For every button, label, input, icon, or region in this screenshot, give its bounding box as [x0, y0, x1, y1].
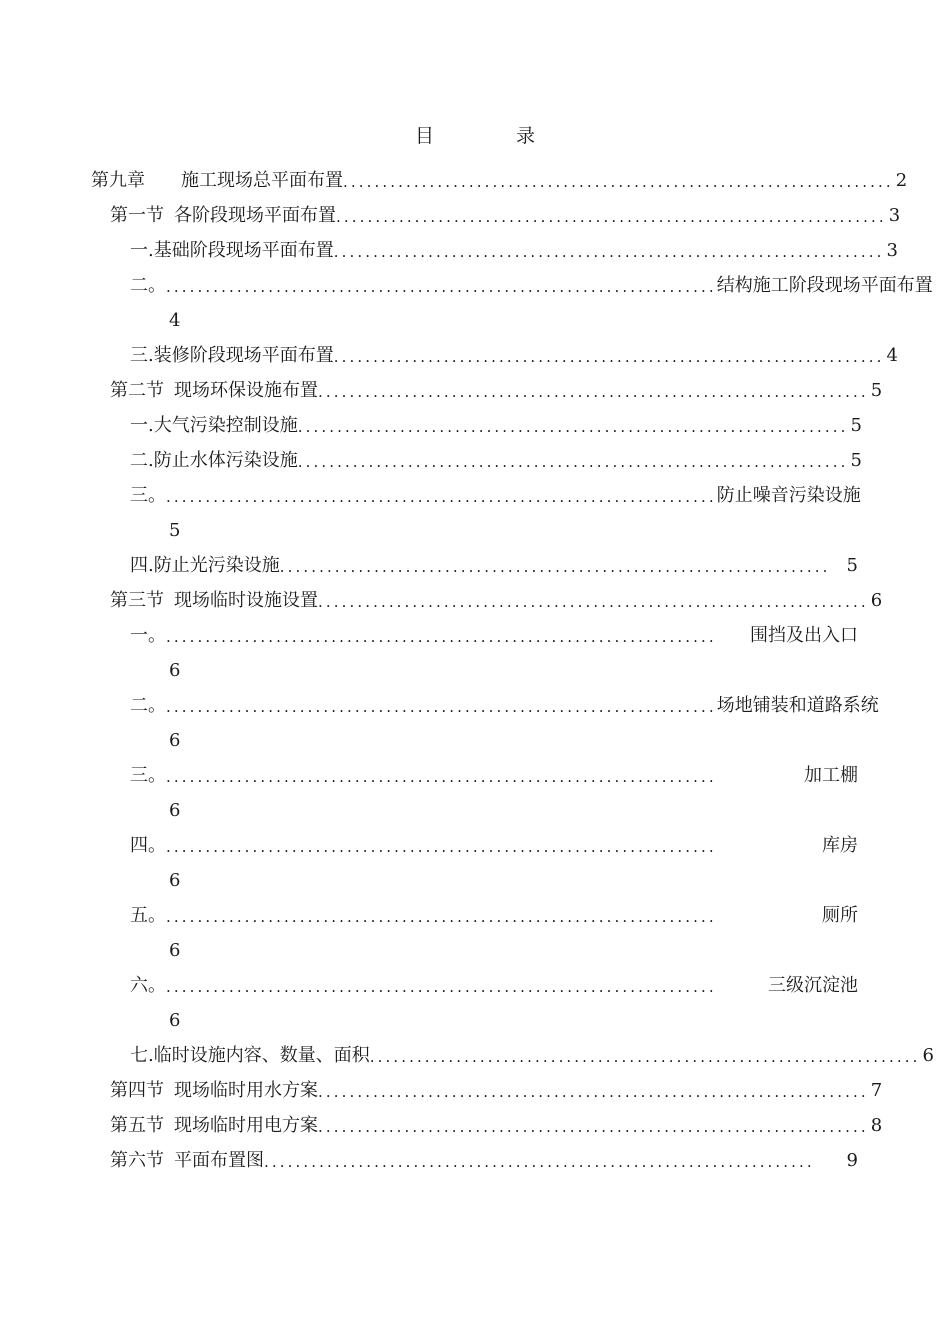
toc-entry[interactable]: [0, 828, 950, 863]
toc-entry[interactable]: [0, 268, 950, 303]
toc-dot-leader: ......................................................................: [166, 768, 717, 786]
toc-entry[interactable]: [0, 758, 950, 793]
toc-entry-title: 防止水体污染设施: [153, 450, 298, 471]
toc-entry-row: [130, 618, 858, 653]
toc-entry-row: [110, 583, 883, 618]
toc-dot-leader: ......................................................................: [297, 453, 849, 471]
toc-entry-prefix: 四.: [130, 555, 154, 576]
toc-entry-wrapped-line: [0, 723, 950, 758]
table-of-contents: [0, 163, 950, 1178]
toc-entry-row: [130, 338, 898, 373]
toc-entry-wrapped-line: [0, 793, 950, 828]
toc-entry-title: 结构施工阶段现场平面布置: [716, 275, 933, 296]
toc-page-number: 5: [870, 380, 883, 401]
toc-page-number: 9: [846, 1150, 858, 1171]
toc-entry-title: 现场临时用水方案: [174, 1080, 318, 1101]
toc-entry-wrapped-line: [0, 303, 950, 338]
toc-entry-prefix: 三.: [130, 345, 154, 366]
toc-page-number: 3: [888, 205, 901, 226]
toc-dot-leader: ......................................................................: [318, 383, 869, 401]
toc-entry-prefix: 第二节: [110, 380, 164, 401]
toc-entry[interactable]: [0, 408, 950, 443]
toc-page-number: 4: [169, 310, 181, 331]
toc-entry-prefix: 三。: [130, 485, 166, 506]
toc-entry-prefix: 第四节: [110, 1080, 164, 1101]
toc-dot-leader: ......................................................................: [166, 978, 717, 996]
toc-entry[interactable]: [0, 163, 950, 198]
toc-entry-prefix: 二。: [130, 275, 166, 296]
toc-page-number: 6: [169, 660, 181, 681]
toc-entry-title: 厕所: [822, 905, 858, 926]
toc-entry-prefix: 一。: [130, 625, 166, 646]
toc-page-number: 3: [886, 240, 898, 261]
toc-page-number: 5: [850, 415, 862, 436]
toc-dot-leader: ......................................................................: [343, 173, 894, 191]
toc-entry-title: 场地铺装和道路系统: [716, 695, 879, 716]
toc-entry-prefix: 三。: [130, 765, 166, 786]
toc-entry-row: [91, 163, 908, 198]
toc-entry[interactable]: [0, 373, 950, 408]
toc-entry-row: [130, 898, 858, 933]
toc-dot-leader: ......................................................................: [166, 628, 717, 646]
toc-entry-row: [130, 688, 879, 723]
toc-entry[interactable]: [0, 198, 950, 233]
toc-page-number: 5: [169, 520, 181, 541]
toc-entry-prefix: 二.: [130, 450, 154, 471]
toc-entry-row: [110, 1073, 883, 1108]
toc-entry-wrapped-line: [0, 1003, 950, 1038]
toc-dot-leader: ......................................................................: [279, 558, 831, 576]
toc-entry[interactable]: [0, 618, 950, 653]
toc-entry-row: [130, 443, 862, 478]
toc-dot-leader: ......................................................................: [369, 1048, 921, 1066]
toc-entry[interactable]: [0, 1108, 950, 1143]
toc-entry[interactable]: [0, 1073, 950, 1108]
toc-entry-title: 现场环保设施布置: [174, 380, 318, 401]
toc-entry-title: 防止噪音污染设施: [716, 485, 861, 506]
toc-entry-row: [110, 373, 883, 408]
toc-entry-wrapped-line: [0, 513, 950, 548]
toc-entry[interactable]: [0, 968, 950, 1003]
toc-entry[interactable]: [0, 478, 950, 513]
toc-page-number: 7: [870, 1080, 883, 1101]
toc-entry-prefix: 二。: [130, 695, 166, 716]
toc-entry-prefix: 第三节: [110, 590, 164, 611]
toc-entry[interactable]: [0, 898, 950, 933]
toc-entry-title: 加工棚: [804, 765, 858, 786]
toc-entry-row: [130, 968, 858, 1003]
toc-dot-leader: ......................................................................: [333, 243, 885, 261]
toc-entry-wrapped-line: [0, 863, 950, 898]
toc-entry-prefix: 六。: [130, 975, 166, 996]
toc-entry-title: 临时设施内容、数量、面积: [153, 1045, 370, 1066]
toc-entry-row: [130, 828, 858, 863]
toc-entry-title: 平面布置图: [174, 1150, 264, 1171]
toc-entry-title: 三级沉淀池: [768, 975, 858, 996]
toc-entry-row: [130, 408, 862, 443]
toc-entry-prefix: 第一节: [110, 205, 164, 226]
toc-entry-wrapped-line: [0, 653, 950, 688]
toc-entry-row: [130, 548, 858, 583]
toc-entry-row: [130, 478, 861, 513]
toc-dot-leader: ......................................................................: [166, 278, 717, 296]
toc-entry-prefix: 第九章: [91, 170, 145, 191]
toc-title: 目 录: [414, 125, 574, 147]
toc-dot-leader: ......................................................................: [166, 488, 717, 506]
toc-page-number: 6: [169, 940, 181, 961]
toc-page-number: 6: [922, 1045, 934, 1066]
toc-entry[interactable]: [0, 1143, 950, 1178]
toc-entry-title: 现场临时用电方案: [174, 1115, 318, 1136]
toc-dot-leader: ......................................................................: [318, 1083, 869, 1101]
toc-entry-prefix: 四。: [130, 835, 166, 856]
toc-entry-title: 各阶段现场平面布置: [174, 205, 336, 226]
toc-entry-title: 施工现场总平面布置: [181, 170, 343, 191]
toc-entry-row: [130, 233, 898, 268]
toc-entry-row: [110, 1143, 858, 1178]
toc-page-number: 2: [895, 170, 908, 191]
toc-dot-leader: ......................................................................: [166, 908, 717, 926]
toc-dot-leader: ......................................................................: [166, 838, 717, 856]
toc-entry-row: [110, 1108, 883, 1143]
toc-entry-prefix: 五。: [130, 905, 166, 926]
toc-entry[interactable]: [0, 338, 950, 373]
toc-page-number: 8: [870, 1115, 883, 1136]
toc-entry[interactable]: [0, 233, 950, 268]
toc-dot-leader: ......................................................................: [336, 208, 887, 226]
toc-entry-title: 防止光污染设施: [153, 555, 280, 576]
toc-entry[interactable]: [0, 583, 950, 618]
toc-entry-title: 围挡及出入口: [750, 625, 858, 646]
toc-entry-row: [110, 198, 901, 233]
toc-entry-row: [130, 268, 933, 303]
toc-dot-leader: ......................................................................: [318, 593, 869, 611]
toc-entry-prefix: 一.: [130, 240, 154, 261]
toc-entry[interactable]: [0, 548, 950, 583]
toc-dot-leader: ......................................................................: [264, 1153, 815, 1171]
toc-page-number: 6: [169, 730, 181, 751]
toc-page-number: 6: [169, 1010, 181, 1031]
toc-page-number: 4: [886, 345, 898, 366]
toc-page-number: 5: [846, 555, 858, 576]
toc-entry-title: 库房: [822, 835, 858, 856]
toc-entry-prefix: 七.: [130, 1045, 154, 1066]
toc-entry[interactable]: [0, 1038, 950, 1073]
toc-dot-leader: ......................................................................: [333, 348, 885, 366]
toc-dot-leader: ......................................................................: [297, 418, 849, 436]
toc-entry-title: 大气污染控制设施: [153, 415, 298, 436]
toc-entry-prefix: 第五节: [110, 1115, 164, 1136]
toc-entry-row: [130, 1038, 934, 1073]
toc-dot-leader: ......................................................................: [166, 698, 717, 716]
toc-page-number: 6: [169, 870, 181, 891]
toc-entry[interactable]: [0, 688, 950, 723]
toc-entry-prefix: 第六节: [110, 1150, 164, 1171]
toc-entry-title: 基础阶段现场平面布置: [153, 240, 334, 261]
toc-page-number: 5: [850, 450, 862, 471]
toc-dot-leader: ......................................................................: [318, 1118, 869, 1136]
toc-entry-prefix: 一.: [130, 415, 154, 436]
toc-entry[interactable]: [0, 443, 950, 478]
toc-entry-wrapped-line: [0, 933, 950, 968]
toc-page-number: 6: [169, 800, 181, 821]
toc-entry-row: [130, 758, 858, 793]
toc-entry-title: 现场临时设施设置: [174, 590, 318, 611]
toc-entry-title: 装修阶段现场平面布置: [153, 345, 334, 366]
toc-page-number: 6: [870, 590, 883, 611]
